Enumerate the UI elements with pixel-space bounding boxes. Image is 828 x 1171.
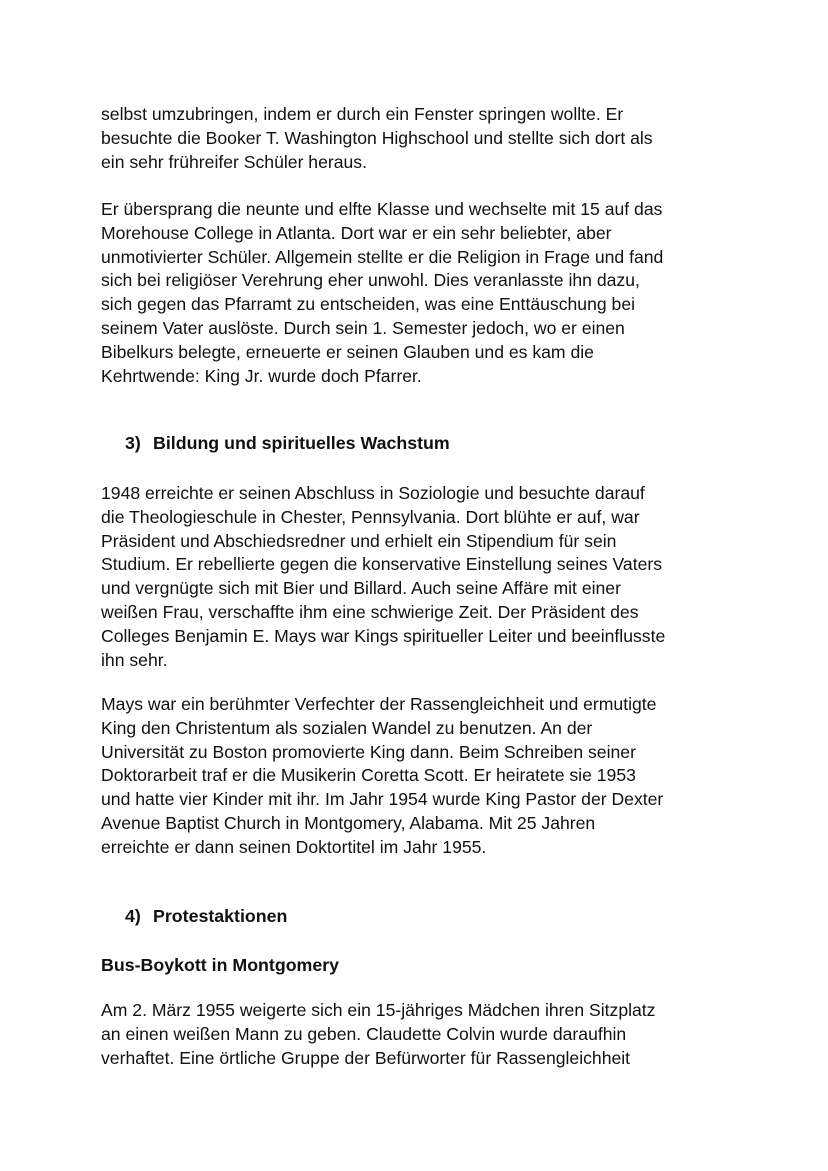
text-line: Avenue Baptist Church in Montgomery, Alabama. Mit 25 Jahren [101,812,596,833]
text-line: sich bei religiöser Verehrung eher unwohl. Dies veranlasste ihn dazu, [101,270,640,291]
text-line: besuchte die Booker T. Washington Highschool und stellte sich dort als [101,127,653,148]
text-line: Universität zu Boston promovierte King dann. Beim Schreiben seiner [101,741,636,762]
text-line: Präsident und Abschiedsredner und erhielt ein Stipendium für sein [101,530,617,551]
section-title: Protestaktionen [153,906,288,926]
text-line: Er übersprang die neunte und elfte Klasse und wechselte mit 15 auf das [101,199,663,219]
text-line: verhaftet. Eine örtliche Gruppe der Befürworter für Rassengleichheit [101,1047,631,1068]
text-line: unmotivierter Schüler. Allgemein stellte er die Religion in Frage und fand [101,246,664,267]
subheading-bus-boycott: Bus-Boykott in Montgomery [101,955,340,975]
text-line: Morehouse College in Atlanta. Dort war er ein sehr beliebter, aber [101,222,612,243]
text-line: Doktorarbeit traf er die Musikerin Coretta Scott. Er heiratete sie 1953 [101,765,636,786]
text-line: ihn sehr. [101,649,168,670]
section-number: 3) [125,433,141,453]
paragraph-college [101,198,741,388]
paragraph-childhood [101,103,741,174]
text-line: und vergnügte sich mit Bier und Billard. Auch seine Affäre mit einer [101,578,621,599]
text-line: sich gegen das Pfarramt zu entscheiden, was eine Enttäuschung bei [101,294,636,315]
text-line: seinem Vater auslöste. Durch sein 1. Semester jedoch, wo er einen [101,317,625,338]
text-line: selbst umzubringen, indem er durch ein Fenster springen wollte. Er [101,104,624,124]
section-heading-education [125,431,450,455]
text-line: an einen weißen Mann zu geben. Claudette Colvin wurde daraufhin [101,1023,627,1044]
paragraph-theology-school [101,482,741,672]
text-line: ein sehr frühreifer Schüler heraus. [101,151,367,172]
text-line: Kehrtwende: King Jr. wurde doch Pfarrer. [101,365,422,386]
section-title: Bildung und spirituelles Wachstum [153,433,450,453]
text-line: King den Christentum als sozialen Wandel zu benutzen. An der [101,717,593,738]
text-line: Am 2. März 1955 weigerte sich ein 15-jähriges Mädchen ihren Sitzplatz [101,1000,656,1020]
section-heading-protests [125,904,287,928]
text-line: Bibelkurs belegte, erneuerte er seinen Glauben und es kam die [101,341,594,362]
text-line: erreichte er dann seinen Doktortitel im Jahr 1955. [101,836,487,857]
text-line: Studium. Er rebellierte gegen die konservative Einstellung seines Vaters [101,554,663,575]
paragraph-bus-boycott [101,999,741,1070]
text-line: Colleges Benjamin E. Mays war Kings spiritueller Leiter und beeinflusste [101,625,666,646]
text-line: 1948 erreichte er seinen Abschluss in Soziologie und besuchte darauf [101,483,645,503]
section-number: 4) [125,906,141,926]
text-line: Mays war ein berühmter Verfechter der Rassengleichheit und ermutigte [101,694,657,714]
text-line: weißen Frau, verschaffte ihm eine schwierige Zeit. Der Präsident des [101,601,639,622]
text-line: und hatte vier Kinder mit ihr. Im Jahr 1954 wurde King Pastor der Dexter [101,789,664,810]
text-line: die Theologieschule in Chester, Pennsylvania. Dort blühte er auf, war [101,506,640,527]
paragraph-boston-doctorate [101,693,741,860]
